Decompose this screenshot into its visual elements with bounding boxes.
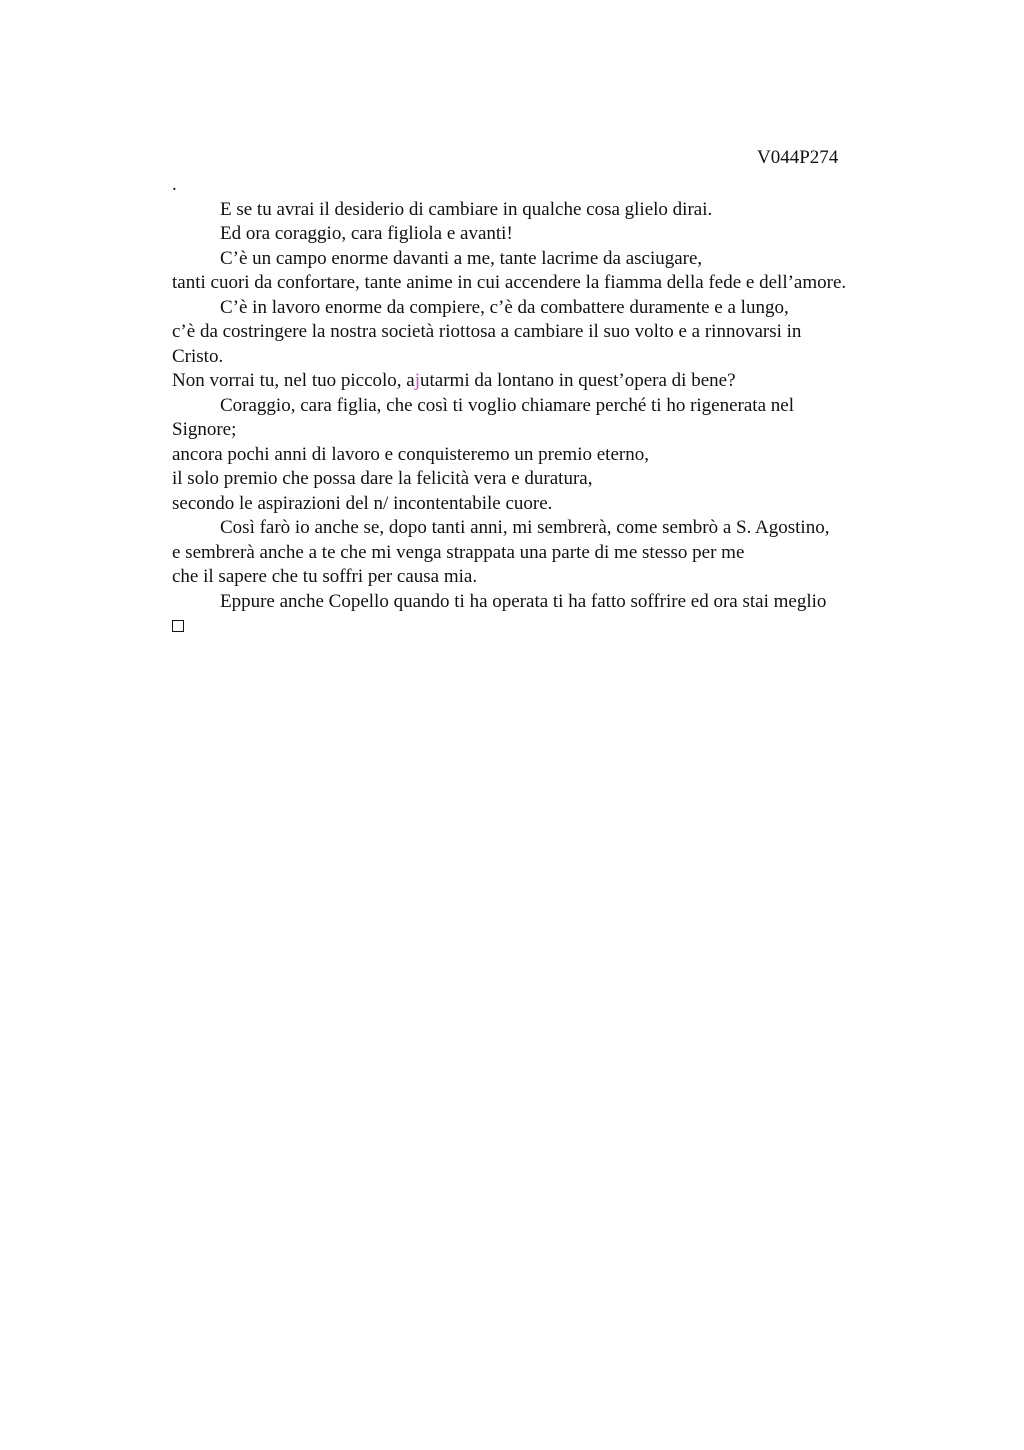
letter-body xyxy=(172,173,912,639)
highlighted-letter: j xyxy=(414,370,420,391)
end-marker xyxy=(172,614,912,639)
text-line: Ed ora coraggio, cara figliola e avanti! xyxy=(220,223,513,244)
text-line-with-highlight xyxy=(172,369,912,394)
text-line: Eppure anche Copello quando ti ha operata ti ha fatto soffrire ed ora stai meglio xyxy=(220,590,827,612)
text-segment: Non vorrai tu, nel tuo piccolo, a xyxy=(172,370,415,391)
text-line: Coraggio, cara figlia, che così ti voglio chiamare perché ti ho rigenerata nel xyxy=(220,394,794,416)
text-line: e sembrerà anche a te che mi venga strappata una parte di me stesso per me xyxy=(172,541,745,563)
page-code: V044P274 xyxy=(757,147,839,168)
leading-dot: . xyxy=(172,174,177,195)
text-line: Signore; xyxy=(172,419,237,440)
text-line: che il sapere che tu soffri per causa mia. xyxy=(172,566,478,587)
text-line: E se tu avrai il desiderio di cambiare in qualche cosa glielo dirai. xyxy=(220,198,713,220)
text-line: secondo le aspirazioni del n/ incontentabile cuore. xyxy=(172,492,553,514)
text-line: Così farò io anche se, dopo tanti anni, mi sembrerà, come sembrò a S. Agostino, xyxy=(220,517,830,538)
text-line: tanti cuori da confortare, tante anime in cui accendere la fiamma della fede e dell’amore. xyxy=(172,272,847,293)
text-line: il solo premio che possa dare la felicità vera e duratura, xyxy=(172,468,593,489)
checkbox-square-icon xyxy=(172,620,184,632)
text-line: ancora pochi anni di lavoro e conquisteremo un premio eterno, xyxy=(172,443,649,465)
text-line: c’è da costringere la nostra società riottosa a cambiare il suo volto e a rinnovarsi in xyxy=(172,321,802,342)
text-line: Cristo. xyxy=(172,345,224,367)
text-segment: utarmi da lontano in quest’opera di bene? xyxy=(420,370,736,391)
text-line: C’è un campo enorme davanti a me, tante lacrime da asciugare, xyxy=(220,247,703,269)
text-line: C’è in lavoro enorme da compiere, c’è da combattere duramente e a lungo, xyxy=(220,296,789,318)
